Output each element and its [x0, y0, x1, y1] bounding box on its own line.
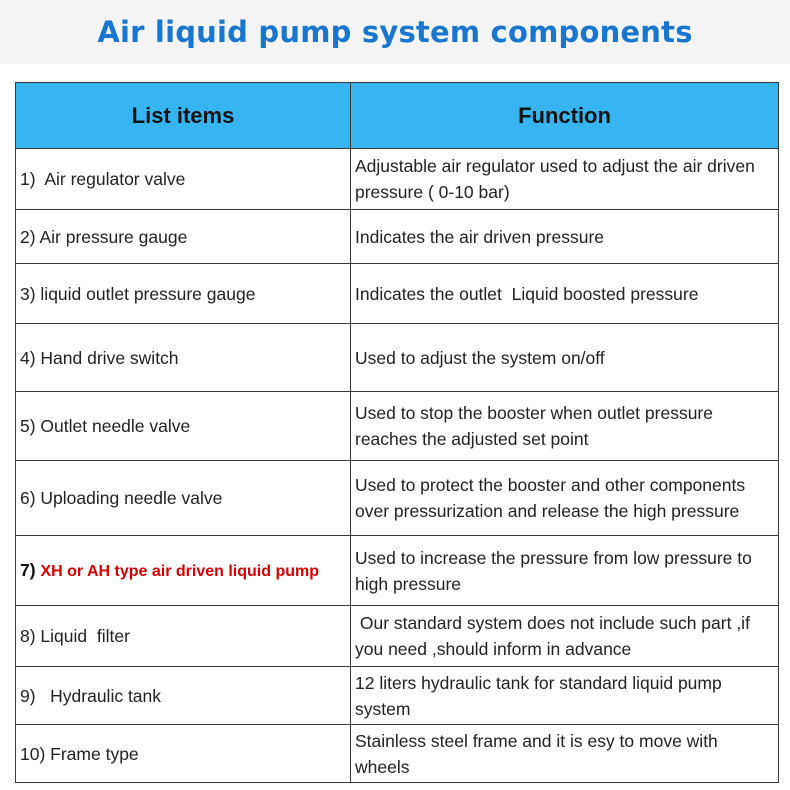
item-cell: 6) Uploading needle valve: [16, 461, 351, 536]
components-table: [15, 82, 779, 783]
page-title: Air liquid pump system components: [97, 15, 693, 49]
item-cell: 2) Air pressure gauge: [16, 210, 351, 264]
item-number: 7): [20, 559, 36, 580]
header-list-items: List items: [16, 83, 351, 149]
function-cell: Indicates the outlet Liquid boosted pressure: [351, 264, 779, 324]
item-cell: 1) Air regulator valve: [16, 149, 351, 210]
item-cell: 8) Liquid filter: [16, 606, 351, 667]
table-row: [16, 210, 779, 264]
header-function: Function: [351, 83, 779, 149]
table-row: [16, 264, 779, 324]
function-cell: Used to stop the booster when outlet pressure reaches the adjusted set point: [351, 392, 779, 461]
item-cell: 4) Hand drive switch: [16, 324, 351, 392]
title-bar: [0, 0, 790, 64]
table-row: [16, 536, 779, 606]
header-row: [16, 83, 779, 149]
table-row: [16, 149, 779, 210]
function-cell: Stainless steel frame and it is esy to move with wheels: [351, 725, 779, 783]
function-cell: Used to protect the booster and other components over pressurization and release the high pressure: [351, 461, 779, 536]
function-cell: Indicates the air driven pressure: [351, 210, 779, 264]
table-row: [16, 461, 779, 536]
table-row: [16, 667, 779, 725]
table-row: [16, 392, 779, 461]
function-cell: 12 liters hydraulic tank for standard liquid pump system: [351, 667, 779, 725]
table-row: [16, 606, 779, 667]
item-cell: 3) liquid outlet pressure gauge: [16, 264, 351, 324]
function-cell: Adjustable air regulator used to adjust the air driven pressure ( 0-10 bar): [351, 149, 779, 210]
item-highlight: XH or AH type air driven liquid pump: [40, 562, 319, 580]
function-cell: Used to increase the pressure from low pressure to high pressure: [351, 536, 779, 606]
item-cell: 10) Frame type: [16, 725, 351, 783]
item-cell: 9) Hydraulic tank: [16, 667, 351, 725]
item-cell: [16, 536, 351, 606]
item-cell: 5) Outlet needle valve: [16, 392, 351, 461]
function-cell: Our standard system does not include such part ,if you need ,should inform in advance: [351, 606, 779, 667]
table-row: [16, 725, 779, 783]
table-row: [16, 324, 779, 392]
function-cell: Used to adjust the system on/off: [351, 324, 779, 392]
